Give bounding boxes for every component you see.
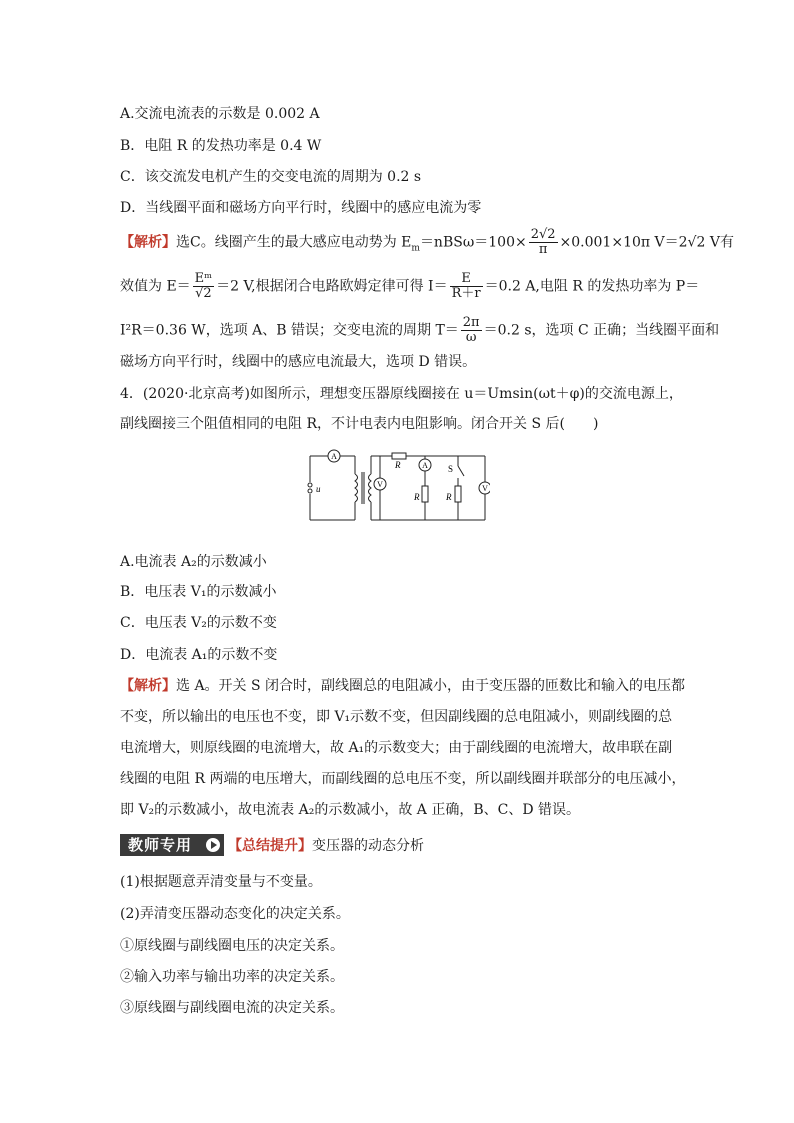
summary-item: (1)根据题意弄清变量与不变量。 [120, 874, 322, 890]
summary-item: ②输入功率与输出功率的决定关系。 [120, 969, 344, 985]
q3-option-c: C．该交流发电机产生的交变电流的周期为 0.2 s [120, 169, 422, 185]
ammeter-a1-label: A [331, 452, 337, 461]
denominator: π [538, 242, 548, 257]
q4-analysis-line-4: 线圈的电阻 R 两端的电压增大，而副线圈的总电压不变，所以副线圈并联部分的电压减小， [120, 771, 686, 787]
fraction [529, 228, 558, 257]
numerator: E [450, 272, 483, 287]
numerator: Eᵐ [194, 271, 213, 286]
q4-analysis-line-5: 即 V₂的示数减小，故电流表 A₂的示数减小，故 A 正确，B、C、D 错误。 [120, 802, 581, 818]
q4-option-d: D．电流表 A₁的示数不变 [120, 647, 278, 663]
analysis-tag: 【解析】 [120, 678, 176, 694]
source-label: u [316, 484, 321, 494]
voltmeter-v1-label: V [377, 480, 383, 489]
text: 选C。线圈产生的最大感应电动势为 E [176, 234, 412, 251]
resistor-r2-label: R [446, 492, 452, 502]
ammeter-a2-label: A [422, 461, 428, 470]
arrow-right-icon [206, 838, 220, 852]
q3-option-a: A.交流电流表的示数是 0.002 A [120, 106, 320, 122]
text: ＝0.2 s，选项 C 正确；当线圈平面和 [483, 322, 720, 339]
source-terminal-icon [308, 483, 312, 487]
text: I²R＝0.36 W，选项 A、B 错误；交变电流的周期 T＝ [120, 322, 459, 339]
summary-item: ③原线圈与副线圈电流的决定关系。 [120, 1000, 344, 1016]
fraction [461, 316, 482, 345]
q3-option-b: B．电阻 R 的发热功率是 0.4 W [120, 138, 322, 154]
denominator: ω [465, 330, 477, 345]
text: ＝nBSω＝100× [419, 234, 527, 251]
q3-analysis-line-3 [120, 316, 719, 345]
q3-analysis-line-4: 磁场方向平行时，线圈中的感应电流最大，选项 D 错误。 [120, 354, 477, 370]
q3-option-d: D．当线圈平面和磁场方向平行时，线圈中的感应电流为零 [120, 200, 482, 216]
denominator: √2 [195, 286, 212, 301]
text: 选 A。开关 S 闭合时，副线圈总的电阻减小，由于变压器的匝数比和输入的电压都 [176, 678, 686, 694]
q4-stem-line-1: 4．(2020·北京高考)如图所示，理想变压器原线圈接在 u＝Umsin(ωt＋φ)的交流电源上， [120, 386, 683, 402]
source-terminal-icon [308, 489, 312, 493]
q3-analysis-line-2 [120, 272, 699, 301]
analysis-tag: 【解析】 [120, 234, 176, 251]
transformer-circuit-diagram [300, 448, 490, 528]
q4-option-b: B．电压表 V₁的示数减小 [120, 584, 277, 600]
q4-analysis-line-2: 不变，所以输出的电压也不变，即 V₁示数不变，但因副线圈的总电阻减小，则副线圈的总 [120, 709, 673, 725]
q4-option-a: A.电流表 A₂的示数减小 [120, 554, 267, 570]
q4-option-c: C．电压表 V₂的示数不变 [120, 615, 277, 631]
text: 效值为 E＝ [120, 278, 191, 295]
q4-analysis-line-1 [120, 676, 685, 696]
numerator: 2π [462, 315, 480, 330]
summary-tag: 【总结提升】 [228, 838, 312, 854]
summary-heading [228, 836, 424, 856]
resistor-r1-label: R [414, 492, 420, 502]
summary-title: 变压器的动态分析 [312, 838, 424, 854]
fraction [450, 272, 483, 301]
resistor-series-label: R [395, 460, 401, 470]
text: ×0.001×10π V＝2√2 V有 [559, 234, 734, 251]
text: ＝2 V,根据闭合电路欧姆定律可得 I＝ [216, 278, 448, 295]
summary-item: ①原线圈与副线圈电压的决定关系。 [120, 938, 344, 954]
switch-label: S [448, 464, 454, 474]
denominator: R＋r [451, 286, 481, 301]
summary-item: (2)弄清变压器动态变化的决定关系。 [120, 906, 350, 922]
teacher-only-badge [120, 834, 224, 856]
q3-analysis-line-1 [120, 228, 734, 258]
text: ＝0.2 A,电阻 R 的发热功率为 P＝ [484, 278, 700, 295]
numerator: 2√2 [530, 227, 556, 242]
q4-stem-line-2: 副线圈接三个阻值相同的电阻 R，不计电表内电阻影响。闭合开关 S 后( ) [120, 416, 599, 432]
voltmeter-v2-label: V [482, 484, 488, 493]
badge-label: 教师专用 [128, 836, 193, 854]
subscript: m [411, 243, 420, 254]
fraction [193, 272, 214, 301]
q4-analysis-line-3: 电流增大，则原线圈的电流增大，故 A₁的示数变大；由于副线圈的电流增大，故串联在副 [120, 740, 673, 756]
